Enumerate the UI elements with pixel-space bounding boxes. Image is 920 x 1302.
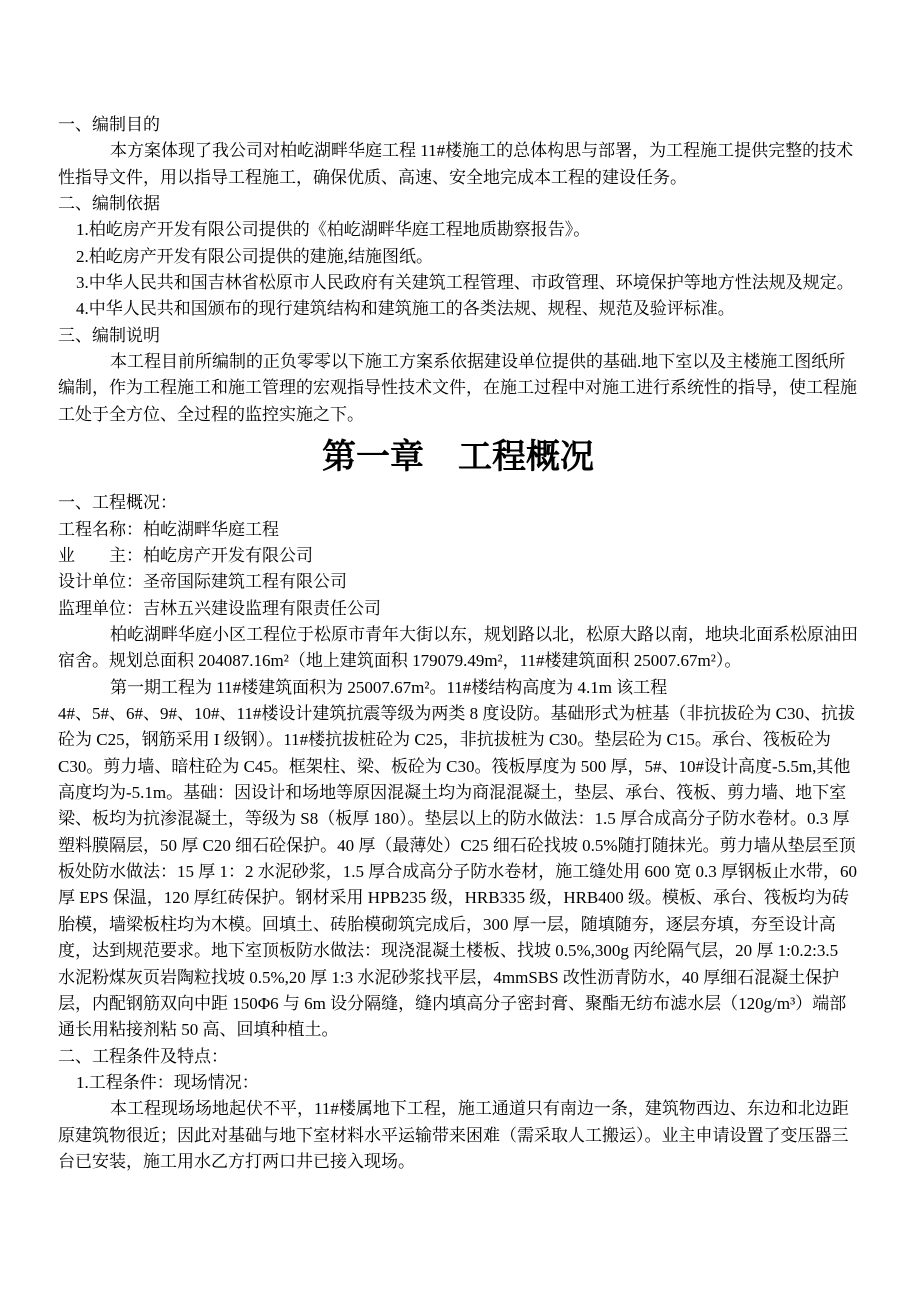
paragraph-location: 柏屹湖畔华庭小区工程位于松原市青年大街以东，规划路以北，松原大路以南，地块北面系松原油田宿舍。规划总面积 204087.16m²（地上建筑面积 179079.49m²，11#楼建筑面积 25007.67m²）。 (58, 625, 858, 671)
paragraph-purpose-body: 本方案体现了我公司对柏屹湖畔华庭工程 11#楼施工的总体构思与部署，为工程施工提供完整的技术性指导文件，用以指导工程施工，确保优质、高速、安全地完成本工程的建设任务。 (58, 141, 854, 187)
info-line-owner: 业 主：柏屹房产开发有限公司 (58, 546, 313, 565)
list-item-basis-4: 4.中华人民共和国颁布的现行建筑结构和建筑施工的各类法规、规程、规范及验评标准。 (76, 299, 735, 319)
list-item-basis-3: 3.中华人民共和国吉林省松原市人民政府有关建筑工程管理、市政管理、环境保护等地方性法规及规定。 (76, 273, 854, 293)
list-item-basis-2: 2.柏屹房产开发有限公司提供的建施,结施图纸。 (76, 246, 433, 266)
section-heading-purpose: 一、编制目的 (58, 115, 160, 134)
paragraph-structure-details: 4#、5#、6#、9#、10#、11#楼设计建筑抗震等级为两类 8 度设防。基础形式为桩基（非抗拔砼为 C30、抗拔砼为 C25，钢筋采用 I 级钢）。11#楼抗拔桩砼为 C25，非抗拔桩为 C30。垫层砼为 C15。承台、筏板砼为 C30。剪力墙、暗柱砼为 C45。框架柱、梁、板砼为 C30。筏板厚度为 500 厚，5#、10#设计高度-5.5m,其他高度均为-5.1m。基础：因设计和场地等原因混凝土均为商混混凝土，垫层、承台、筏板、剪力墙、地下室梁、板均为抗渗混凝土，等级为 S8（板厚 180）。垫层以上的防水做法：1.5 厚合成高分子防水卷材。0.3 厚塑料膜隔层，50 厚 C20 细石砼保护。40 厚（最薄处）C25 细石砼找坡 0.5%随打随抹光。剪力墙从垫层至顶板处防水做法：15 厚 1：2 水泥砂浆，1.5 厚合成高分子防水卷材，施工缝处用 600 宽 0.3 厚钢板止水带，60 厚 EPS 保温，120 厚红砖保护。钢材采用 HPB235 级，HRB335 级，HRB400 级。模板、承台、筏板均为砖胎模，墙梁板柱均为木模。回填土、砖胎模砌筑完成后，300 厚一层，随填随夯，逐层夯填，夯至设计高度，达到规范要求。地下室顶板防水做法：现浇混凝土楼板、找坡 0.5%,300g 丙纶隔气层，20 厚 1:0.2:3.5 水泥粉煤灰页岩陶粒找坡 0.5%,20 厚 1:3 水泥砂浆找平层，4mmSBS 改性沥青防水，40 厚细石混凝土保护层，内配钢筋双向中距 150Φ6 与 6m 设分隔缝，缝内填高分子密封膏、聚酯无纺布滤水层（120g/m³）端部通长用粘接剂粘 50 高、回填种植土。 (58, 704, 857, 1040)
list-item-basis-1: 1.柏屹房产开发有限公司提供的《柏屹湖畔华庭工程地质勘察报告》。 (76, 220, 591, 240)
paragraph-site-conditions-body: 本工程现场场地起伏不平，11#楼属地下工程，施工通道只有南边一条，建筑物西边、东边和北边距原建筑物很近；因此对基础与地下室材料水平运输带来困难（需采取人工搬运）。业主申请设置了变压器三台已安装，施工用水乙方打两口井已接入现场。 (58, 1099, 849, 1171)
subheading-site-conditions: 1.工程条件：现场情况： (76, 1072, 259, 1092)
section-heading-notes: 三、编制说明 (58, 325, 160, 345)
section-heading-overview: 一、工程概况： (58, 493, 177, 513)
info-line-project-name: 工程名称：柏屹湖畔华庭工程 (58, 519, 279, 539)
info-line-design-unit: 设计单位：圣帝国际建筑工程有限公司 (58, 572, 347, 592)
info-line-supervision-unit: 监理单位：吉林五兴建设监理有限责任公司 (58, 598, 381, 618)
paragraph-phase-one: 第一期工程为 11#楼建筑面积为 25007.67m²。11#楼结构高度为 4.1m 该工程 (110, 677, 668, 697)
chapter-title: 第一章 工程概况 (322, 439, 594, 477)
section-heading-basis: 二、编制依据 (58, 194, 160, 214)
paragraph-notes-body: 本工程目前所编制的正负零零以下施工方案系依据建设单位提供的基础.地下室以及主楼施工图纸所编制，作为工程施工和施工管理的宏观指导性技术文件，在施工过程中对施工进行系统性的指导，使工程施工处于全方位、全过程的监控实施之下。 (58, 352, 857, 424)
section-heading-conditions: 二、工程条件及特点： (58, 1046, 228, 1066)
